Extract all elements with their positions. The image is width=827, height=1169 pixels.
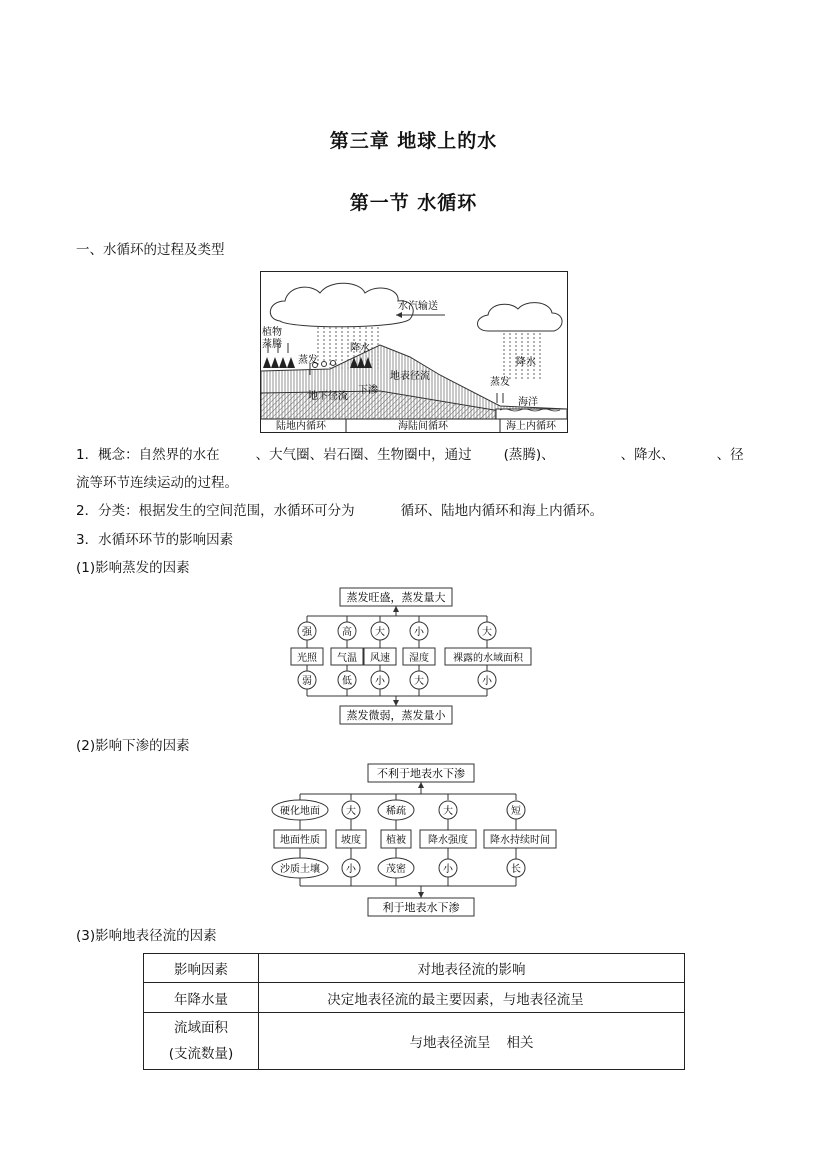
classification-line: 2．分类：根据发生的空间范围，水循环可分为 循环、陆地内循环和海上内循环。	[76, 503, 604, 519]
infil-factor-label: 降水强度	[428, 835, 468, 846]
table-cell-text: (支流数量)	[168, 1046, 234, 1062]
evap-low-value: 小	[375, 676, 385, 687]
infil-top-value: 大	[443, 806, 453, 817]
evap-factor-label: 光照	[297, 653, 317, 664]
table-cell-text: 流域面积	[174, 1020, 228, 1036]
table-header-row	[144, 954, 685, 983]
table-row	[144, 983, 685, 1013]
chapter-title: 第三章 地球上的水	[329, 130, 498, 152]
precipitation-left-label: 降水	[350, 343, 370, 354]
evap-high-value: 大	[482, 627, 492, 638]
table-cell-text: 相关	[506, 1035, 534, 1051]
sea-cycle-label: 海上内循环	[506, 421, 556, 432]
table-row	[144, 1013, 685, 1070]
infil-top-value: 硬化地面	[280, 806, 320, 817]
infil-bottom-value: 长	[511, 864, 521, 875]
evap-high-value: 高	[342, 627, 352, 638]
infil-top-box: 不利于地表水下渗	[377, 767, 465, 780]
evap-high-value: 大	[375, 627, 385, 638]
table-cell	[259, 1013, 685, 1070]
evap-factor-label: 湿度	[409, 653, 429, 664]
evap-low-value: 弱	[302, 676, 312, 687]
infil-bottom-value: 小	[346, 864, 356, 875]
infil-factor-label: 地面性质	[280, 835, 320, 846]
infil-bottom-box: 利于地表水下渗	[382, 901, 460, 914]
concept-line-1: 1．概念：自然界的水在 、大气圈、岩石圈、生物圈中，通过 (蒸腾)、 、降水、 、径	[76, 447, 744, 463]
evap-bottom-box: 蒸发微弱，蒸发量小	[346, 709, 446, 722]
heading-infiltration: (2)影响下渗的因素	[76, 738, 190, 754]
heading-evaporation: (1)影响蒸发的因素	[76, 560, 190, 576]
groundwater-runoff-label: 地下径流	[308, 391, 348, 402]
vapor-transport-label: 水汽输送	[398, 301, 438, 312]
concept-line-2: 流等环节连续运动的过程。	[76, 475, 238, 491]
table-header-cell: 影响因素	[144, 954, 259, 983]
ocean-label: 海洋	[518, 397, 538, 408]
runoff-factors-table	[143, 953, 685, 1070]
heading-process-types: 一、水循环的过程及类型	[76, 242, 225, 258]
table-cell: 年降水量	[144, 983, 259, 1013]
table-cell-text: 决定地表径流的最主要因素，与地表径流呈	[327, 991, 584, 1008]
evap-high-value: 小	[414, 627, 424, 638]
evap-low-value: 低	[342, 676, 352, 687]
heading-runoff: (3)影响地表径流的因素	[76, 928, 217, 944]
infil-top-value: 短	[511, 806, 521, 817]
table-cell-text: 与地表径流呈	[409, 1035, 491, 1051]
infiltration-factors-diagram	[270, 762, 560, 918]
table-header-cell: 对地表径流的影响	[259, 954, 685, 983]
transpiration-label-2: 蒸腾	[262, 339, 282, 350]
infil-bottom-value: 茂密	[386, 864, 406, 875]
infil-factor-label: 植被	[386, 835, 406, 846]
infil-factor-label: 降水持续时间	[490, 835, 550, 846]
evap-factor-label: 气温	[337, 653, 357, 664]
transpiration-label-1: 植物	[262, 327, 282, 338]
heading-factors: 3．水循环环节的影响因素	[76, 532, 234, 548]
infil-bottom-value: 沙质土壤	[280, 864, 320, 875]
surface-runoff-label: 地表径流	[390, 371, 430, 382]
evaporation-right-label: 蒸发	[490, 377, 510, 388]
land-cycle-label: 陆地内循环	[276, 421, 326, 432]
evap-top-box: 蒸发旺盛，蒸发量大	[346, 591, 446, 604]
evaporation-factors-diagram	[290, 586, 538, 726]
precipitation-right-label: 降水	[516, 357, 536, 368]
table-cell	[144, 1013, 259, 1070]
evap-high-value: 强	[302, 627, 312, 638]
infiltration-label: 下渗	[358, 385, 378, 396]
table-cell	[259, 983, 685, 1013]
evaporation-left-label: 蒸发	[298, 355, 318, 366]
evap-factor-label: 风速	[370, 653, 390, 664]
water-cycle-diagram	[260, 271, 568, 433]
infil-top-value: 大	[346, 806, 356, 817]
infil-top-value: 稀疏	[386, 806, 406, 817]
sea-land-cycle-label: 海陆间循环	[398, 421, 448, 432]
evap-low-value: 小	[482, 676, 492, 687]
infil-bottom-value: 小	[443, 864, 453, 875]
infil-factor-label: 坡度	[341, 835, 361, 846]
section-title: 第一节 水循环	[349, 192, 478, 214]
evap-factor-label: 裸露的水域面积	[453, 653, 523, 664]
evap-low-value: 大	[414, 676, 424, 687]
